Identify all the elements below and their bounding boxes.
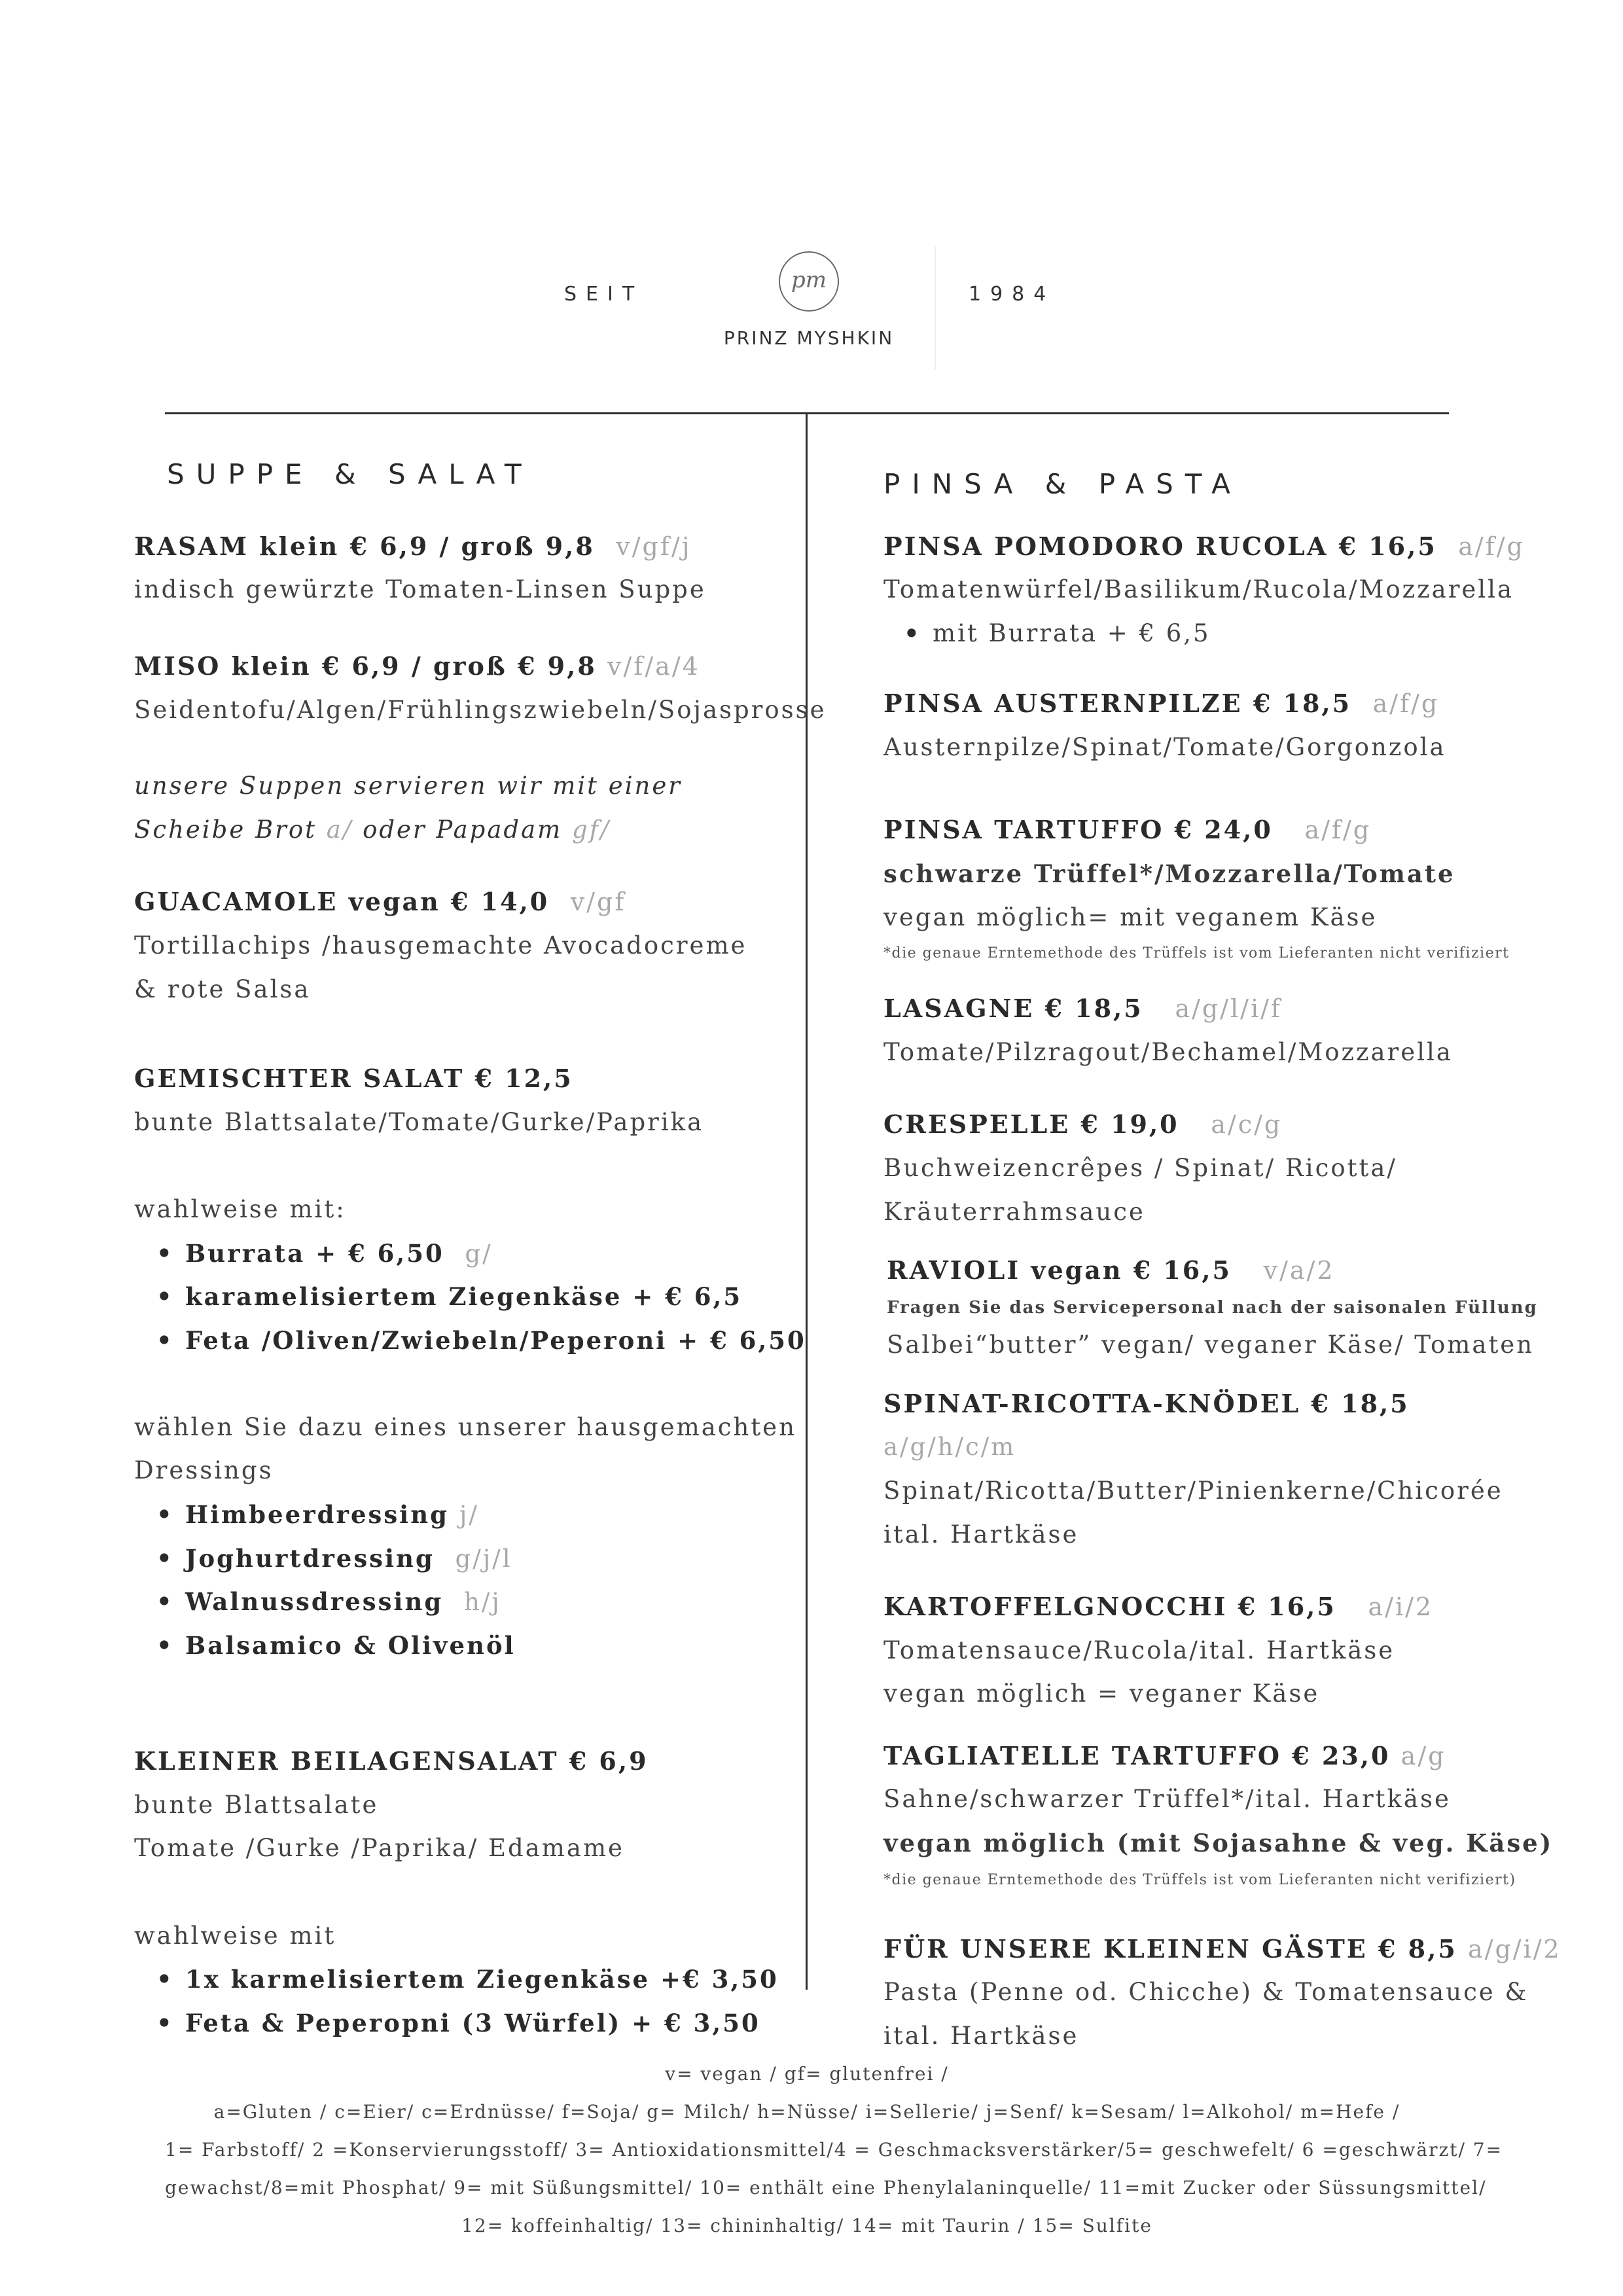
item-description: schwarze Trüffel*/Mozzarella/Tomate <box>883 859 1455 888</box>
item-name: CRESPELLE € 19,0 <box>883 1109 1179 1139</box>
menu-item-rasam <box>134 531 692 562</box>
dressings-label: wählen Sie dazu eines unserer hausgemachten <box>134 1413 796 1441</box>
option-ziegenkaese: • 1x karmelisiertem Ziegenkäse +€ 3,50 <box>185 1964 779 1994</box>
allergen-tags: g/ <box>465 1240 493 1268</box>
menu-item-miso <box>134 651 700 681</box>
menu-item-pinsa-austernpilze <box>883 689 1439 719</box>
item-description: Pasta (Penne od. Chicche) & Tomatensauce & <box>883 1978 1529 2006</box>
header-divider <box>935 245 936 370</box>
allergen-tags: a/g/l/i/f <box>1175 994 1282 1023</box>
header-year: 1984 <box>969 283 1056 306</box>
item-description: Tortillachips /hausgemachte Avocadocreme <box>134 931 747 960</box>
menu-item-kartoffelgnocchi <box>883 1592 1433 1622</box>
logo-mark: pm <box>791 267 827 293</box>
options-label: wahlweise mit: <box>134 1195 346 1223</box>
item-description: Kräuterrahmsauce <box>883 1198 1145 1226</box>
item-description: Tomate /Gurke /Paprika/ Edamame <box>134 1834 624 1862</box>
menu-item-pinsa-tartuffo <box>883 815 1371 845</box>
menu-item-lasagne <box>883 994 1282 1024</box>
vegan-note: vegan möglich = veganer Käse <box>883 1679 1320 1708</box>
item-description: Austernpilze/Spinat/Tomate/Gorgonzola <box>883 733 1446 761</box>
soup-note-line2 <box>134 815 611 845</box>
item-description: Seidentofu/Algen/Frühlingszwiebeln/Sojasprosse <box>134 696 827 724</box>
dressing-himbeer <box>185 1499 479 1530</box>
item-name: RAVIOLI vegan € 16,5 <box>887 1255 1232 1285</box>
allergen-tags: a/f/g <box>1372 689 1440 718</box>
legend-line: gewachst/8=mit Phosphat/ 9= mit Süßungsmittel/ 10= enthält eine Phenylalaninquelle/ 11=mit Zucker oder Süssungsmittel/ <box>165 2177 1487 2198</box>
option-text: Burrata + € 6,50 <box>185 1239 444 1268</box>
option-feta: • Feta & Peperopni (3 Würfel) + € 3,50 <box>185 2008 760 2038</box>
allergen-tags: a/f/g <box>1458 532 1525 561</box>
column-divider <box>806 412 808 1990</box>
item-name: PINSA TARTUFFO € 24,0 <box>883 815 1273 844</box>
allergen-tags: v/a/2 <box>1263 1256 1335 1285</box>
dressing-text: Walnussdressing <box>185 1587 444 1616</box>
item-description: ital. Hartkäse <box>883 2022 1079 2050</box>
item-description: Tomate/Pilzragout/Bechamel/Mozzarella <box>883 1038 1453 1066</box>
vegan-note: vegan möglich= mit veganem Käse <box>883 903 1378 931</box>
soup-note-text: Scheibe Brot <box>134 816 317 844</box>
menu-item-ravioli <box>887 1255 1335 1285</box>
item-description: ital. Hartkäse <box>883 1520 1079 1549</box>
item-description: Sahne/schwarzer Trüffel*/ital. Hartkäse <box>883 1785 1451 1813</box>
allergen-legend <box>165 2055 1503 2245</box>
dressing-text: Joghurtdressing <box>185 1544 435 1573</box>
options-label: wahlweise mit <box>134 1922 336 1950</box>
header-seit: SEIT <box>564 283 644 306</box>
option-burrata <box>185 1238 493 1269</box>
allergen-tags: v/gf/j <box>616 532 692 561</box>
legend-line: 1= Farbstoff/ 2 =Konservierungsstoff/ 3= Antioxidationsmittel/4 = Geschmacksverstärker/5= geschwefelt/ 6 =geschwärzt/ 7= <box>165 2139 1503 2161</box>
allergen-tags: v/f/a/4 <box>607 652 700 681</box>
item-description: Salbei“butter” vegan/ veganer Käse/ Tomaten <box>887 1331 1535 1359</box>
section-title-pinsa-pasta: PINSA & PASTA <box>883 468 1242 500</box>
allergen-tags: a/g/i/2 <box>1468 1935 1561 1964</box>
item-description: Tomatenwürfel/Basilikum/Rucola/Mozzarella <box>883 575 1514 603</box>
item-name: PINSA AUSTERNPILZE € 18,5 <box>883 689 1352 718</box>
allergen-tags: a/c/g <box>1211 1110 1283 1139</box>
item-description: Spinat/Ricotta/Butter/Pinienkerne/Chicorée <box>883 1477 1503 1505</box>
item-description: Buchweizencrêpes / Spinat/ Ricotta/ <box>883 1154 1397 1182</box>
allergen-tags: gf/ <box>572 816 611 844</box>
item-description: Tomatensauce/Rucola/ital. Hartkäse <box>883 1636 1395 1664</box>
menu-item-crespelle <box>883 1109 1282 1139</box>
legend-line: v= vegan / gf= glutenfrei / <box>665 2063 949 2085</box>
truffle-footnote: *die genaue Erntemethode des Trüffels ist vom Lieferanten nicht verifiziert <box>883 945 1510 961</box>
dressing-joghurt <box>185 1543 512 1574</box>
item-description: bunte Blattsalate <box>134 1791 379 1819</box>
option-feta: • Feta /Oliven/Zwiebeln/Peperoni + € 6,50 <box>185 1325 806 1355</box>
menu-item-tagliatelle-tartuffo <box>883 1741 1446 1771</box>
vegan-note: vegan möglich (mit Sojasahne & veg. Käse) <box>883 1829 1554 1857</box>
allergen-tags: v/gf <box>570 888 626 916</box>
soup-note-line1: unsere Suppen servieren wir mit einer <box>134 772 682 800</box>
menu-item-beilagensalat: KLEINER BEILAGENSALAT € 6,9 <box>134 1746 649 1776</box>
dressing-walnuss <box>185 1587 501 1617</box>
allergen-tags: j/ <box>459 1501 479 1529</box>
dressings-label: Dressings <box>134 1456 274 1484</box>
ravioli-note: Fragen Sie das Servicepersonal nach der saisonalen Füllung <box>887 1298 1538 1318</box>
item-name: GUACAMOLE vegan € 14,0 <box>134 887 550 916</box>
item-name: TAGLIATELLE TARTUFFO € 23,0 <box>883 1741 1391 1770</box>
option-ziegenkaese: • karamelisiertem Ziegenkäse + € 6,5 <box>185 1282 742 1312</box>
legend-line: a=Gluten / c=Eier/ c=Erdnüsse/ f=Soja/ g= Milch/ h=Nüsse/ i=Sellerie/ j=Senf/ k=Sesam/ l=Alkohol/ m=Hefe / <box>213 2101 1400 2123</box>
dressing-balsamico: • Balsamico & Olivenöl <box>185 1630 516 1660</box>
allergen-tags: a/g/h/c/m <box>883 1433 1016 1461</box>
dressing-text: Himbeerdressing <box>185 1500 450 1529</box>
item-name: KARTOFFELGNOCCHI € 16,5 <box>883 1592 1336 1621</box>
item-description: & rote Salsa <box>134 975 311 1003</box>
menu-item-guacamole <box>134 887 626 917</box>
logo-icon <box>779 251 839 312</box>
item-description: bunte Blattsalate/Tomate/Gurke/Paprika <box>134 1108 704 1136</box>
item-name: MISO klein € 6,9 / groß € 9,8 <box>134 651 597 681</box>
allergen-tags: a/f/g <box>1304 816 1372 844</box>
item-description: indisch gewürzte Tomaten-Linsen Suppe <box>134 575 706 603</box>
legend-line: 12= koffeinhaltig/ 13= chininhaltig/ 14= mit Taurin / 15= Sulfite <box>461 2215 1152 2236</box>
item-name: PINSA POMODORO RUCOLA € 16,5 <box>883 531 1437 561</box>
menu-item-kinder <box>883 1934 1561 1964</box>
allergen-tags: a/g <box>1400 1742 1446 1770</box>
menu-item-knoedel: SPINAT-RICOTTA-KNÖDEL € 18,5 <box>883 1389 1410 1418</box>
option-burrata: • mit Burrata + € 6,5 <box>933 619 1211 649</box>
truffle-footnote: *die genaue Erntemethode des Trüffels ist vom Lieferanten nicht verifiziert) <box>883 1872 1516 1888</box>
allergen-tags: a/i/2 <box>1368 1592 1434 1621</box>
menu-item-gemischter-salat: GEMISCHTER SALAT € 12,5 <box>134 1064 573 1093</box>
item-name: LASAGNE € 18,5 <box>883 994 1143 1023</box>
menu-item-pinsa-pomodoro <box>883 531 1525 562</box>
restaurant-name: PRINZ MYSHKIN <box>723 327 895 349</box>
item-name: FÜR UNSERE KLEINEN GÄSTE € 8,5 <box>883 1934 1457 1964</box>
allergen-tags: g/j/l <box>455 1545 512 1573</box>
allergen-tags: h/j <box>464 1588 501 1616</box>
allergen-tags: a/ <box>326 816 353 844</box>
soup-note-text: oder Papadam <box>363 816 563 844</box>
section-title-suppe-salat: SUPPE & SALAT <box>167 458 533 490</box>
item-name: RASAM klein € 6,9 / groß 9,8 <box>134 531 595 561</box>
